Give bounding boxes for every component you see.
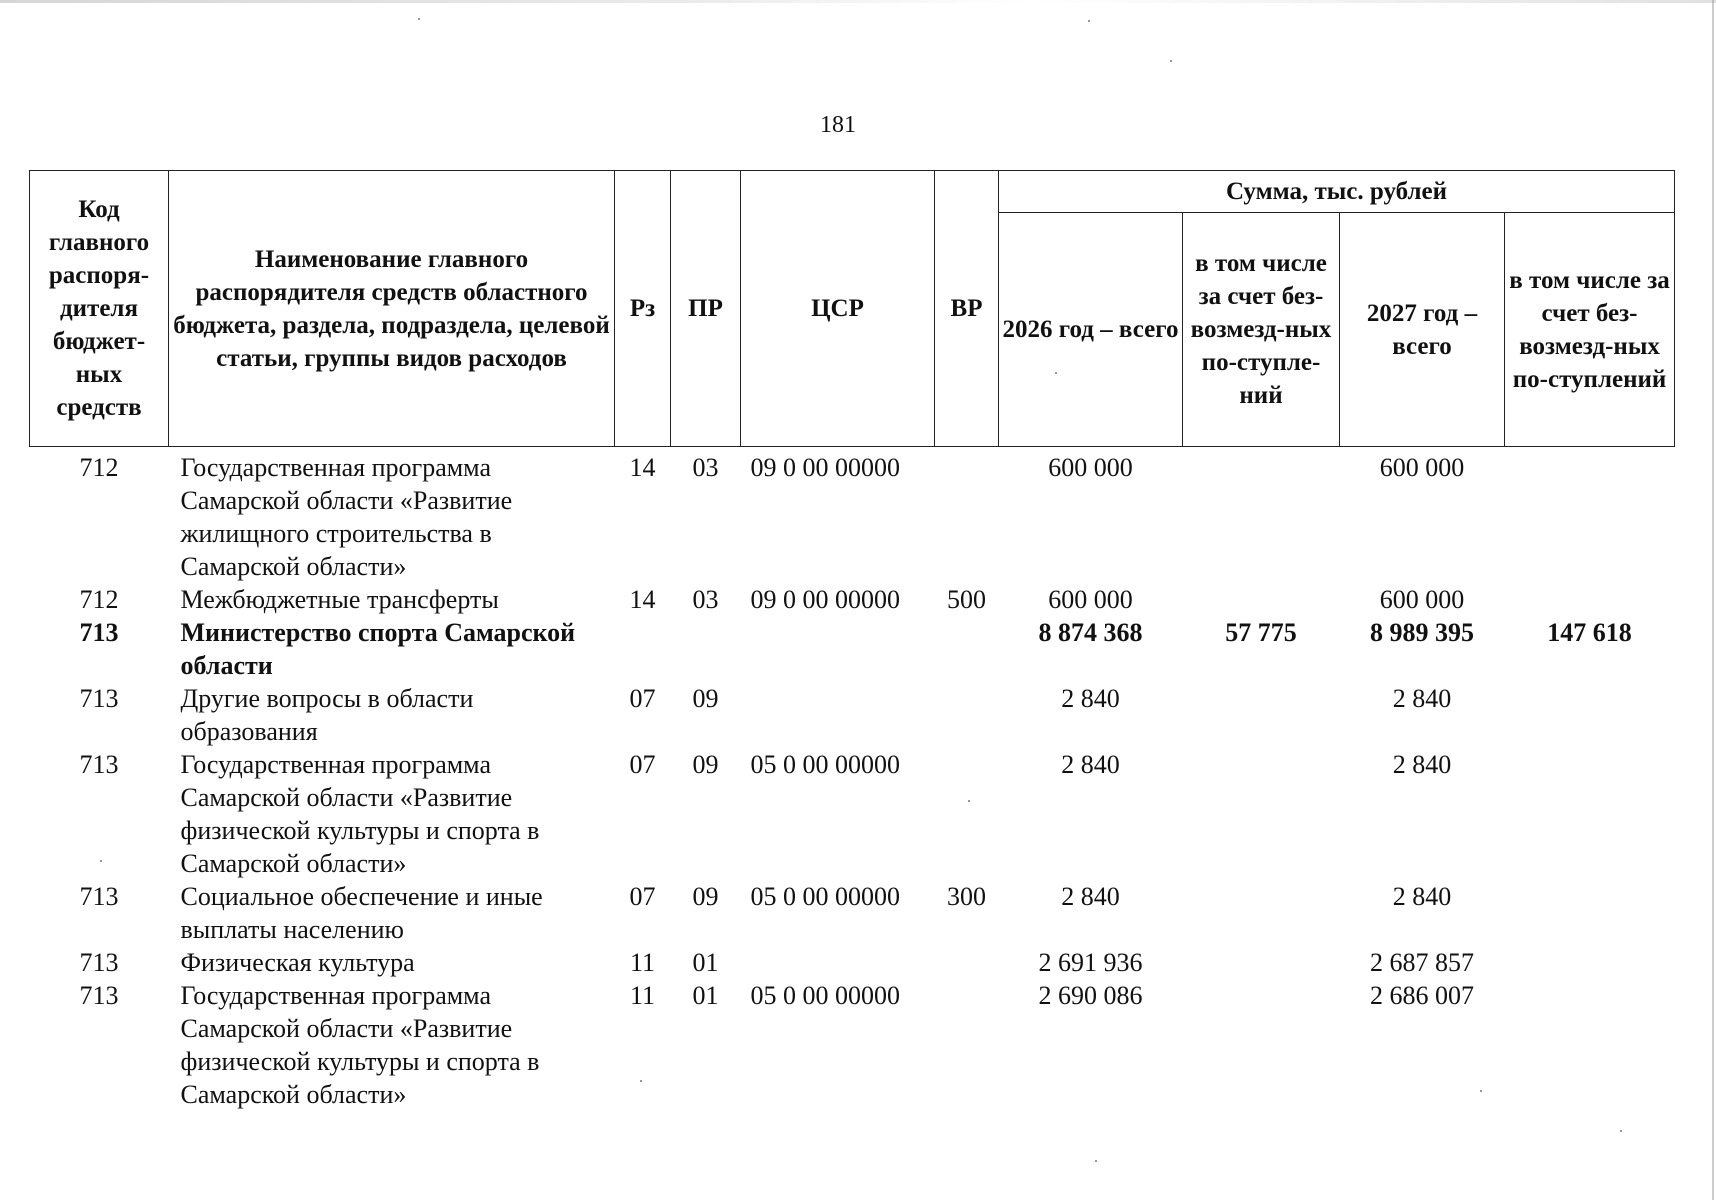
scan-right-edge xyxy=(1712,0,1714,1200)
cell-vr xyxy=(935,946,999,979)
cell-2027-grants xyxy=(1505,979,1675,1111)
cell-code: 713 xyxy=(79,948,119,977)
cell-pr: 09 xyxy=(692,882,719,911)
table-body xyxy=(30,447,1675,1112)
cell-2027-total: 2 687 857 xyxy=(1370,948,1474,977)
cell-csr: 05 0 00 00000 xyxy=(750,882,900,911)
cell-2027-grants xyxy=(1505,748,1675,880)
cell-pr: 03 xyxy=(692,585,719,614)
cell-vr xyxy=(935,447,999,584)
scan-speck xyxy=(1095,1160,1097,1162)
cell-code: 713 xyxy=(79,882,119,911)
header-sum-group: Сумма, тыс. рублей xyxy=(999,171,1675,213)
cell-2026-total: 2 840 xyxy=(1061,684,1120,713)
cell-2026-total: 8 874 368 xyxy=(1038,618,1143,647)
cell-name: Межбюджетные трансферты xyxy=(180,585,499,614)
cell-code: 713 xyxy=(79,750,119,779)
header-2026-grants: в том числе за счет без-возмезд-ных по-ступле-ний xyxy=(1183,213,1340,447)
cell-code: 713 xyxy=(79,684,119,713)
cell-2026-total: 2 840 xyxy=(1061,882,1120,911)
header-code: Код главного распоря-дителя бюджет-ных средств xyxy=(30,171,169,447)
cell-vr xyxy=(935,616,999,682)
cell-pr xyxy=(671,616,741,682)
header-csr: ЦСР xyxy=(741,171,935,447)
cell-csr: 09 0 00 00000 xyxy=(750,453,900,482)
cell-2026-total: 2 690 086 xyxy=(1038,981,1143,1010)
cell-vr xyxy=(935,682,999,748)
cell-pr: 03 xyxy=(692,453,719,482)
cell-2026-grants: 57 775 xyxy=(1225,618,1297,647)
header-2027-total: 2027 год – всего xyxy=(1340,213,1505,447)
cell-vr xyxy=(935,979,999,1111)
cell-code: 713 xyxy=(79,618,119,647)
table-row xyxy=(30,979,1675,1111)
header-2027-grants: в том числе за счет без-возмезд-ных по-ступлений xyxy=(1505,213,1675,447)
cell-rz: 11 xyxy=(629,981,656,1010)
cell-2027-total: 2 840 xyxy=(1392,882,1452,911)
table-row xyxy=(30,616,1675,682)
cell-rz: 07 xyxy=(629,750,656,779)
cell-csr: 05 0 00 00000 xyxy=(750,981,900,1010)
cell-2026-grants xyxy=(1183,682,1340,748)
scan-speck xyxy=(968,800,970,802)
table-header xyxy=(30,171,1675,447)
cell-code: 712 xyxy=(79,453,119,482)
scan-top-edge xyxy=(0,0,1716,3)
scan-speck xyxy=(1088,20,1090,22)
table-row xyxy=(30,880,1675,946)
cell-name: Министерство спорта Самарской области xyxy=(180,618,576,680)
cell-csr xyxy=(741,682,935,748)
header-pr: ПР xyxy=(671,171,741,447)
header-rz: Рз xyxy=(615,171,671,447)
cell-name: Государственная программа Самарской области «Развитие физической культуры и спорта в Самарской области» xyxy=(180,981,540,1109)
cell-2027-grants xyxy=(1505,880,1675,946)
page-number: 181 xyxy=(820,112,856,138)
cell-2027-total: 600 000 xyxy=(1379,453,1465,482)
table-row xyxy=(30,946,1675,979)
cell-2026-grants xyxy=(1183,583,1340,616)
cell-code: 712 xyxy=(79,585,119,614)
cell-rz: 07 xyxy=(629,684,656,713)
cell-pr: 01 xyxy=(692,948,719,977)
cell-csr: 05 0 00 00000 xyxy=(750,750,900,779)
header-2026-total: 2026 год – всего xyxy=(999,213,1183,447)
cell-2026-grants xyxy=(1183,748,1340,880)
cell-rz: 14 xyxy=(629,585,656,614)
scan-speck xyxy=(1055,372,1057,374)
cell-name: Социальное обеспечение и иные выплаты населению xyxy=(180,882,543,944)
cell-2027-grants: 147 618 xyxy=(1547,618,1632,647)
cell-vr: 300 xyxy=(947,882,986,911)
cell-2026-total: 2 691 936 xyxy=(1038,948,1143,977)
cell-2027-grants xyxy=(1505,447,1675,584)
scan-speck xyxy=(100,860,102,862)
cell-csr xyxy=(741,616,935,682)
table-row xyxy=(30,583,1675,616)
cell-csr xyxy=(741,946,935,979)
header-vr: ВР xyxy=(935,171,999,447)
header-name: Наименование главного распорядителя средств областного бюджета, раздела, подраздела, целевой статьи, группы видов расходов xyxy=(169,171,615,447)
cell-2027-total: 2 840 xyxy=(1392,684,1452,713)
table-row xyxy=(30,447,1675,584)
cell-2026-grants xyxy=(1183,447,1340,584)
cell-vr xyxy=(935,748,999,880)
cell-2027-total: 8 989 395 xyxy=(1370,618,1474,647)
cell-name: Физическая культура xyxy=(180,948,415,977)
cell-2026-total: 600 000 xyxy=(1048,585,1133,614)
cell-vr: 500 xyxy=(947,585,986,614)
cell-pr: 01 xyxy=(692,981,719,1010)
cell-rz: 14 xyxy=(629,453,656,482)
cell-2027-total: 600 000 xyxy=(1379,585,1465,614)
cell-2026-grants xyxy=(1183,880,1340,946)
table-row xyxy=(30,748,1675,880)
cell-rz: 11 xyxy=(629,948,656,977)
cell-2026-total: 600 000 xyxy=(1048,453,1133,482)
cell-name: Государственная программа Самарской области «Развитие физической культуры и спорта в Самарской области» xyxy=(180,750,540,878)
scan-speck xyxy=(1620,1130,1622,1132)
cell-2026-total: 2 840 xyxy=(1061,750,1120,779)
cell-2027-grants xyxy=(1505,583,1675,616)
scan-speck xyxy=(1480,1090,1482,1092)
budget-table xyxy=(29,170,1675,1111)
cell-2026-grants xyxy=(1183,979,1340,1111)
cell-pr: 09 xyxy=(692,750,719,779)
cell-rz: 07 xyxy=(629,882,656,911)
cell-2027-total: 2 686 007 xyxy=(1370,981,1474,1010)
cell-2027-grants xyxy=(1505,946,1675,979)
cell-pr: 09 xyxy=(692,684,719,713)
scan-speck xyxy=(418,18,420,20)
table-row xyxy=(30,682,1675,748)
cell-2027-grants xyxy=(1505,682,1675,748)
cell-code: 713 xyxy=(79,981,119,1010)
cell-name: Другие вопросы в области образования xyxy=(180,684,474,746)
cell-rz xyxy=(615,616,671,682)
cell-name: Государственная программа Самарской области «Развитие жилищного строительства в Самарской области» xyxy=(180,453,513,581)
cell-csr: 09 0 00 00000 xyxy=(750,585,900,614)
cell-2026-grants xyxy=(1183,946,1340,979)
scan-speck xyxy=(1170,60,1172,62)
cell-2027-total: 2 840 xyxy=(1392,750,1452,779)
scan-speck xyxy=(640,1080,642,1082)
